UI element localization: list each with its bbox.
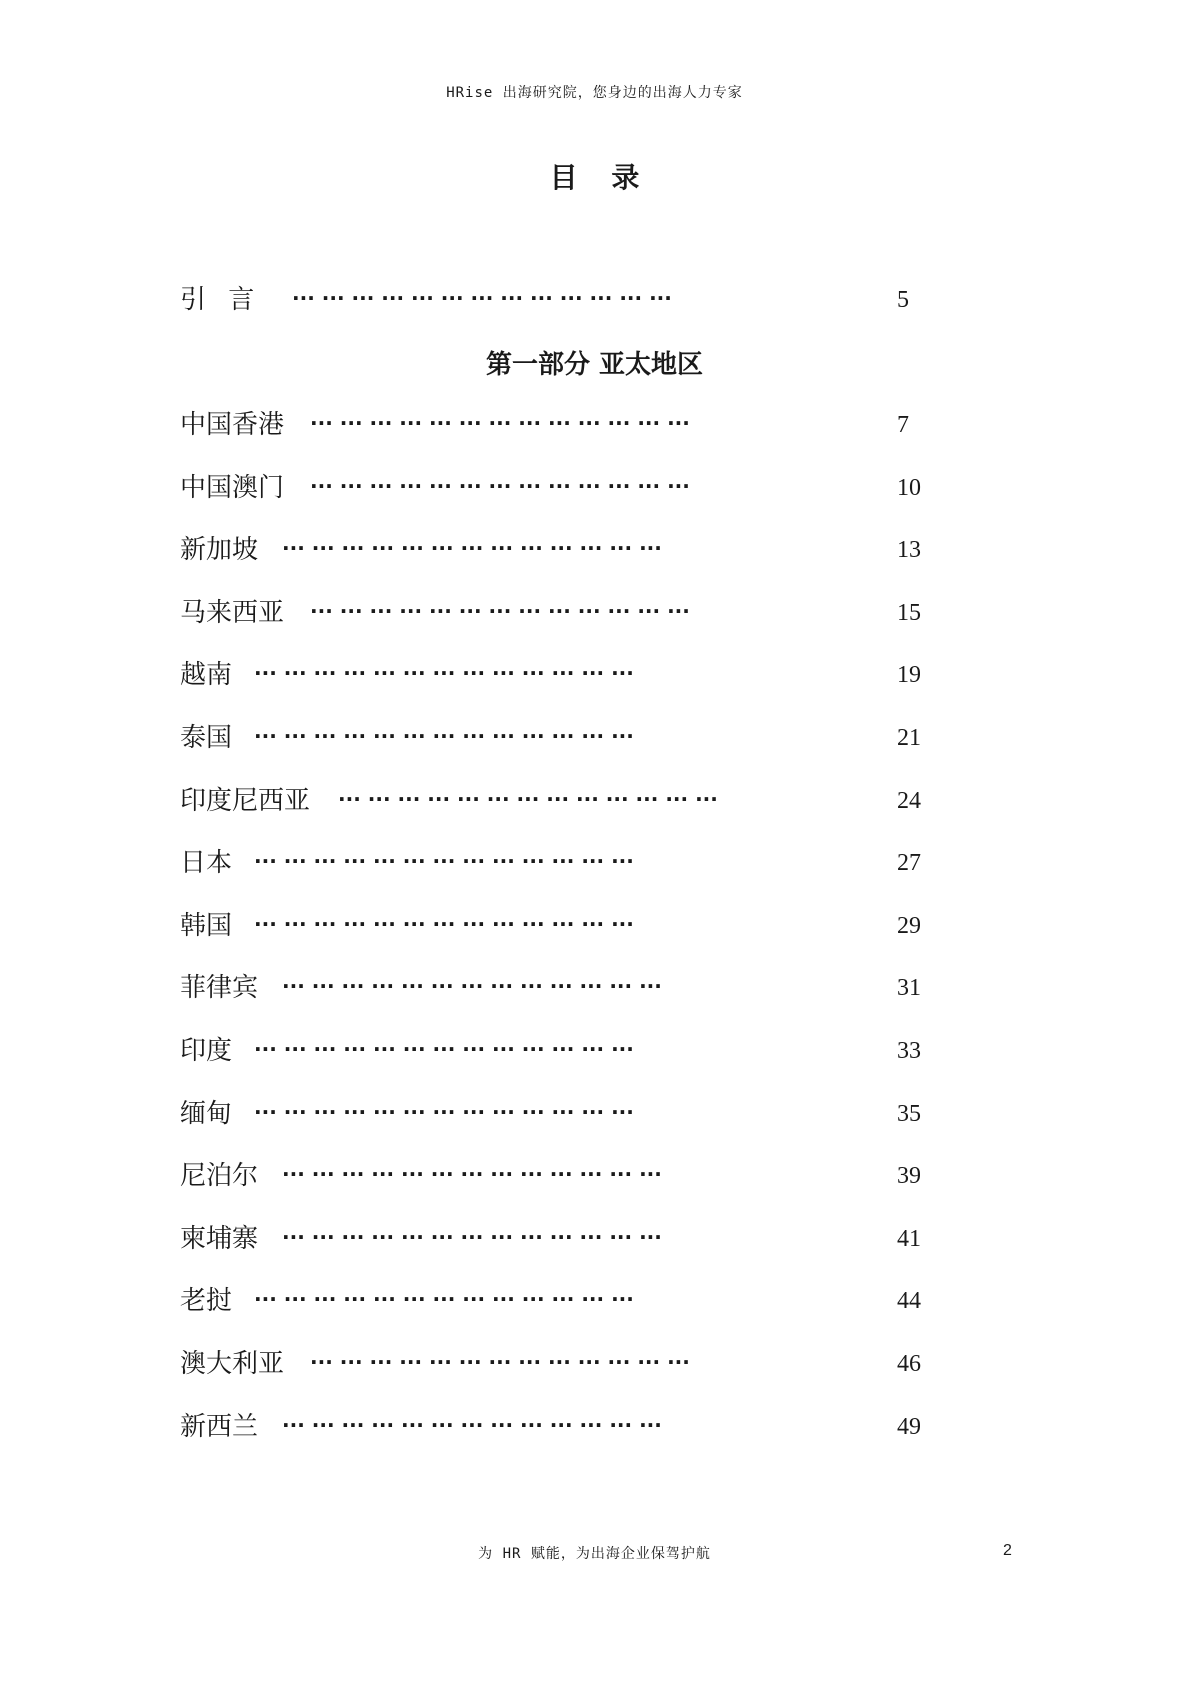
page-header: HRise 出海研究院，您身边的出海人力专家	[446, 85, 743, 101]
toc-entry-label: 引 言	[180, 285, 255, 315]
toc-entry-label: 缅甸	[180, 1098, 233, 1129]
dot-leader: ··· ··· ··· ··· ··· ··· ··· ··· ··· ··· ··· ··· ···	[254, 724, 634, 748]
toc-entry-page: 44	[897, 1288, 921, 1315]
toc-entry-label: 尼泊尔	[180, 1161, 259, 1192]
toc-entry[interactable]	[0, 1281, 1189, 1321]
toc-entry-page: 27	[897, 850, 921, 877]
toc-entry-page: 5	[897, 287, 909, 313]
toc-entry-page: 7	[897, 412, 909, 438]
dot-leader: ··· ··· ··· ··· ··· ··· ··· ··· ··· ··· ··· ··· ···	[310, 1350, 690, 1374]
toc-entry-label: 澳大利亚	[180, 1349, 285, 1379]
section-heading-part1: 第一部分 亚太地区	[485, 350, 704, 380]
toc-entry-page: 19	[897, 662, 921, 689]
dot-leader: ··· ··· ··· ··· ··· ··· ··· ··· ··· ··· ··· ··· ···	[282, 1162, 662, 1187]
toc-entry-page: 24	[897, 787, 921, 814]
dot-leader: ··· ··· ··· ··· ··· ··· ··· ··· ··· ··· ··· ··· ···	[338, 786, 718, 811]
toc-entry[interactable]	[0, 843, 1189, 883]
toc-title: 目 录	[549, 161, 640, 194]
toc-entry-intro[interactable]	[0, 280, 1189, 320]
toc-entry[interactable]	[0, 655, 1189, 695]
dot-leader: ··· ··· ··· ··· ··· ··· ··· ··· ··· ··· ··· ··· ···	[282, 974, 662, 999]
toc-entry-label: 菲律宾	[180, 973, 259, 1004]
toc-entry-label: 印度尼西亚	[180, 785, 311, 816]
toc-entry-label: 中国香港	[180, 410, 285, 440]
dot-leader: ··· ··· ··· ··· ··· ··· ··· ··· ··· ··· ··· ··· ···	[310, 411, 690, 435]
dot-leader: ··· ··· ··· ··· ··· ··· ··· ··· ··· ··· ··· ··· ···	[282, 1224, 662, 1249]
toc-entry[interactable]	[0, 530, 1189, 570]
toc-entry-page: 31	[897, 975, 921, 1002]
toc-entry[interactable]	[0, 781, 1189, 821]
toc-entry[interactable]	[0, 1407, 1189, 1447]
toc-entry-page: 46	[897, 1351, 921, 1377]
toc-entry-label: 柬埔寨	[180, 1223, 259, 1254]
page-footer: 为 HR 赋能，为出海企业保驾护航	[478, 1546, 711, 1562]
toc-entry[interactable]	[0, 593, 1189, 633]
dot-leader: ··· ··· ··· ··· ··· ··· ··· ··· ··· ··· ··· ··· ···	[254, 1099, 634, 1124]
toc-entry[interactable]	[0, 1219, 1189, 1259]
toc-entry-label: 中国澳门	[180, 472, 285, 503]
dot-leader: ··· ··· ··· ··· ··· ··· ··· ··· ··· ··· ··· ··· ···	[254, 661, 634, 686]
toc-entry-label: 泰国	[180, 723, 233, 753]
toc-entry-label: 日本	[180, 848, 233, 879]
toc-entry-label: 新西兰	[180, 1411, 259, 1442]
dot-leader: ··· ··· ··· ··· ··· ··· ··· ··· ··· ··· ··· ··· ···	[254, 1037, 634, 1061]
toc-entry-page: 41	[897, 1225, 921, 1252]
toc-entry-page: 33	[897, 1038, 921, 1064]
toc-entry[interactable]	[0, 906, 1189, 946]
toc-entry-page: 39	[897, 1163, 921, 1190]
toc-entry[interactable]	[0, 1031, 1189, 1071]
toc-entry-label: 印度	[180, 1036, 233, 1066]
toc-entry-label: 越南	[180, 660, 233, 691]
toc-entry-label: 老挝	[180, 1286, 233, 1317]
toc-entry[interactable]	[0, 968, 1189, 1008]
toc-entry-page: 15	[897, 599, 921, 626]
toc-entry[interactable]	[0, 1156, 1189, 1196]
toc-entry-page: 21	[897, 725, 921, 751]
dot-leader: ··· ··· ··· ··· ··· ··· ··· ··· ··· ··· ··· ··· ···	[310, 598, 690, 623]
toc-entry-page: 29	[897, 912, 921, 939]
toc-entry-label: 韩国	[180, 910, 233, 941]
toc-entry-page: 49	[897, 1413, 921, 1440]
toc-entry[interactable]	[0, 1344, 1189, 1384]
dot-leader: ··· ··· ··· ··· ··· ··· ··· ··· ··· ··· ··· ··· ···	[282, 536, 662, 561]
dot-leader: ··· ··· ··· ··· ··· ··· ··· ··· ··· ··· ··· ··· ···	[282, 1412, 662, 1437]
toc-entry[interactable]	[0, 405, 1189, 445]
page-number: 2	[1003, 1542, 1012, 1559]
toc-entry-page: 10	[897, 474, 921, 501]
toc-entry-page: 13	[897, 537, 921, 564]
toc-entry-page: 35	[897, 1100, 921, 1127]
dot-leader: ··· ··· ··· ··· ··· ··· ··· ··· ··· ··· ··· ··· ···	[292, 286, 672, 310]
toc-entry[interactable]	[0, 468, 1189, 508]
toc-entry-label: 马来西亚	[180, 597, 285, 628]
toc-entry[interactable]	[0, 718, 1189, 758]
dot-leader: ··· ··· ··· ··· ··· ··· ··· ··· ··· ··· ··· ··· ···	[254, 849, 634, 874]
dot-leader: ··· ··· ··· ··· ··· ··· ··· ··· ··· ··· ··· ··· ···	[254, 1287, 634, 1312]
dot-leader: ··· ··· ··· ··· ··· ··· ··· ··· ··· ··· ··· ··· ···	[310, 473, 690, 498]
dot-leader: ··· ··· ··· ··· ··· ··· ··· ··· ··· ··· ··· ··· ···	[254, 911, 634, 936]
toc-entry[interactable]	[0, 1094, 1189, 1134]
toc-entry-label: 新加坡	[180, 535, 259, 566]
